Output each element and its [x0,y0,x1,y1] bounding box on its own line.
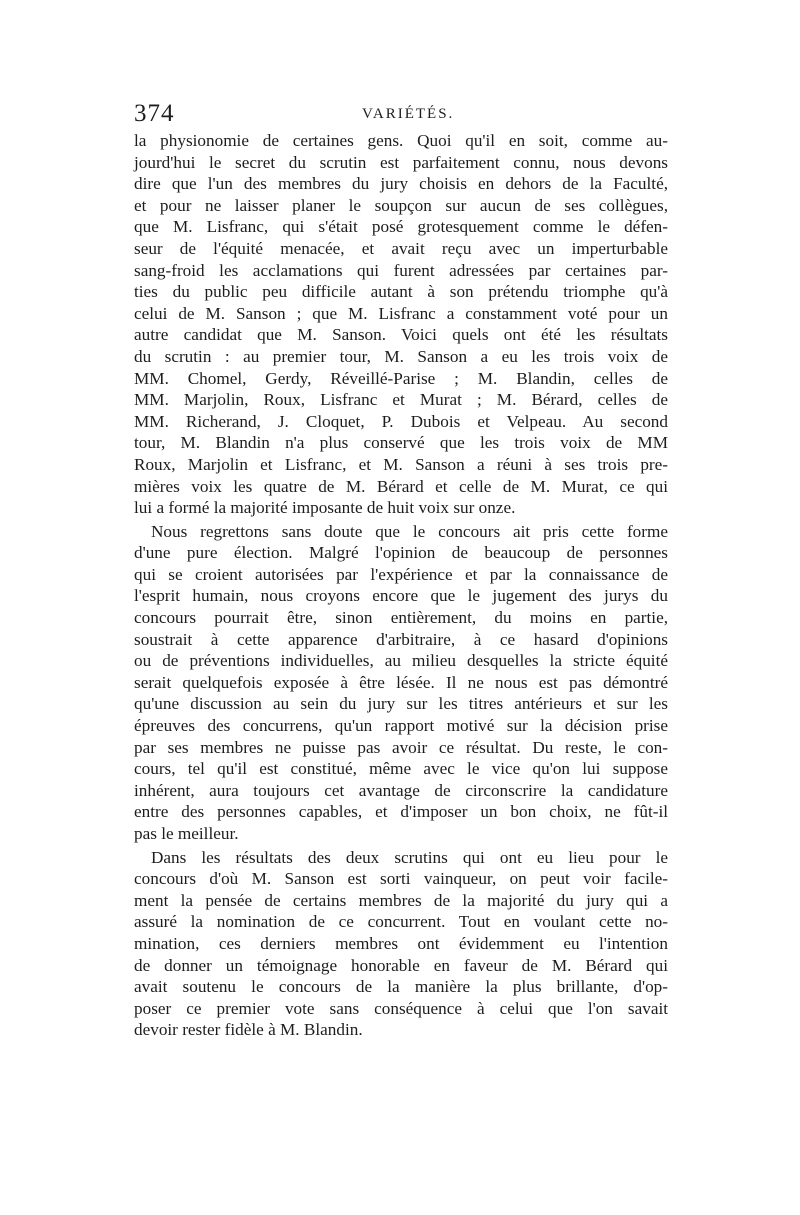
text-line: soustrait à cette apparence d'arbitraire, à ce hasard d'opinions [134,629,668,649]
text-line: pas le meilleur. [134,824,239,843]
text-line: concours d'où M. Sanson est sorti vainqueur, on peut voir facile- [134,869,668,889]
running-head [134,100,674,130]
text-line: du scrutin : au premier tour, M. Sanson a eu les trois voix de [134,346,668,366]
body-text [134,130,668,1041]
text-line: sang-froid les acclamations qui furent adressées par certaines par- [134,260,668,280]
text-line: cours, tel qu'il est constitué, même avec le vice qu'on lui suppose [134,759,668,779]
text-line: épreuves des concurrens, qu'un rapport motivé sur la décision prise [134,716,668,736]
running-title: VARIÉTÉS. [362,106,455,122]
text-line: mination, ces derniers membres ont évidemment eu l'intention [134,933,668,953]
text-line: Dans les résultats des deux scrutins qui ont eu lieu pour le [151,847,668,867]
text-line: seur de l'équité menacée, et avait reçu avec un imperturbable [134,238,668,258]
text-line: MM. Marjolin, Roux, Lisfranc et Murat ; M. Bérard, celles de [134,390,668,410]
text-line: et pour ne laisser planer le soupçon sur aucun de ses collègues, [134,195,668,215]
text-line: dire que l'un des membres du jury choisis en dehors de la Faculté, [134,174,668,194]
text-line: l'esprit humain, nous croyons encore que le jugement des jurys du [134,586,668,606]
text-line: Nous regrettons sans doute que le concours ait pris cette forme [151,521,668,541]
text-line: serait quelquefois exposée à être lésée. Il ne nous est pas démontré [134,672,668,692]
text-line: qui se croient autorisées par l'expérience et par la connaissance de [134,564,668,584]
paragraph-2 [134,521,668,845]
text-line: qu'une discussion au sein du jury sur les titres antérieurs et sur les [134,694,668,714]
text-line: lui a formé la majorité imposante de huit voix sur onze. [134,498,516,518]
text-line: assuré la nomination de ce concurrent. Tout en voulant cette no- [134,912,668,932]
text-line: la physionomie de certaines gens. Quoi qu'il en soit, comme au- [134,131,668,150]
text-line: par ses membres ne puisse pas avoir ce résultat. Du reste, le con- [134,737,668,757]
text-line: ment la pensée de certains membres de la majorité du jury qui a [134,890,668,910]
text-line: Roux, Marjolin et Lisfranc, et M. Sanson a réuni à ses trois pre- [134,454,668,474]
text-line: mières voix les quatre de M. Bérard et celle de M. Murat, ce qui [134,476,668,496]
text-line: que M. Lisfranc, qui s'était posé grotesquement comme le défen- [134,217,668,237]
text-line: jourd'hui le secret du scrutin est parfaitement connu, nous devons [134,152,668,172]
page-number: 374 [134,100,175,127]
text-line: ou de préventions individuelles, au milieu desquelles la stricte équité [134,651,668,671]
paragraph-3 [134,847,668,1041]
text-line: de donner un témoignage honorable en faveur de M. Bérard qui [134,955,668,975]
text-line: devoir rester fidèle à M. Blandin. [134,1020,363,1040]
text-line: avait soutenu le concours de la manière la plus brillante, d'op- [134,977,668,997]
text-line: tour, M. Blandin n'a plus conservé que les trois voix de MM [134,433,668,453]
text-line: inhérent, aura toujours cet avantage de circonscrire la candidature [134,780,668,800]
text-line: ties du public peu difficile autant à son prétendu triomphe qu'à [134,282,668,302]
text-line: poser ce premier vote sans conséquence à celui que l'on savait [134,998,668,1018]
text-line: MM. Richerand, J. Cloquet, P. Dubois et Velpeau. Au second [134,411,668,431]
paragraph-1 [134,130,668,519]
text-line: MM. Chomel, Gerdy, Réveillé-Parise ; M. Blandin, celles de [134,368,668,388]
text-line: concours pourrait être, sinon entièrement, du moins en partie, [134,608,668,628]
text-line: celui de M. Sanson ; que M. Lisfranc a constamment voté pour un [134,303,668,323]
text-line: autre candidat que M. Sanson. Voici quels ont été les résultats [134,325,668,345]
text-line: entre des personnes capables, et d'imposer un bon choix, ne fût-il [134,802,668,822]
text-line: d'une pure élection. Malgré l'opinion de beaucoup de personnes [134,543,668,563]
